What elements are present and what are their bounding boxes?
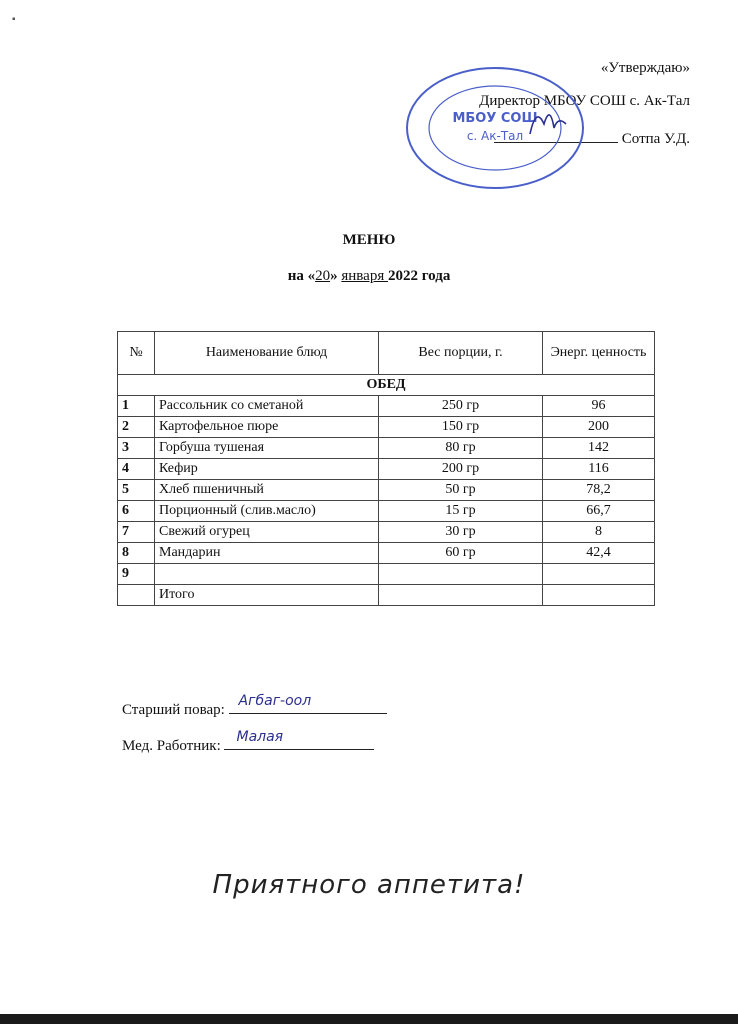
med-signature: Малая	[236, 729, 284, 745]
farewell-message: Приятного аппетита!	[212, 870, 526, 900]
row-name: Рассольник со сметаной	[155, 396, 379, 417]
total-weight	[379, 585, 543, 606]
stamp-line1: МБОУ СОШ	[452, 111, 538, 126]
approval-signer: Сотпа У.Д.	[621, 131, 690, 147]
header-weight: Вес порции, г.	[379, 332, 543, 375]
header-energy: Энерг. ценность	[543, 332, 655, 375]
row-num: 2	[118, 417, 155, 438]
approval-director: Директор МБОУ СОШ с. Ак-Тал	[479, 93, 690, 109]
row-weight: 250 гр	[379, 396, 543, 417]
table-row	[118, 417, 655, 438]
row-num: 5	[118, 480, 155, 501]
table-row	[118, 522, 655, 543]
date-month: января	[341, 268, 388, 284]
stamp-line2: с. Ак-Тал	[466, 129, 524, 143]
table-row	[118, 564, 655, 585]
row-num: 9	[118, 564, 155, 585]
date-prefix: на «	[287, 268, 316, 284]
table-row	[118, 459, 655, 480]
date-mid: »	[330, 268, 342, 284]
table-row	[118, 480, 655, 501]
header-num: №	[118, 332, 155, 375]
cook-label: Старший повар:	[122, 702, 225, 718]
date-day: 20	[315, 268, 331, 284]
section-title: ОБЕД	[118, 375, 655, 396]
row-name: Свежий огурец	[155, 522, 379, 543]
row-num: 7	[118, 522, 155, 543]
total-row	[118, 585, 655, 606]
row-weight: 80 гр	[379, 438, 543, 459]
table-header-row	[118, 332, 655, 375]
row-name: Порционный (слив.масло)	[155, 501, 379, 522]
row-weight: 60 гр	[379, 543, 543, 564]
row-name: Мандарин	[155, 543, 379, 564]
row-num: 1	[118, 396, 155, 417]
total-label: Итого	[155, 585, 379, 606]
approval-title: «Утверждаю»	[600, 60, 690, 76]
row-num: 6	[118, 501, 155, 522]
med-label: Мед. Работник:	[122, 738, 221, 754]
menu-date	[0, 268, 738, 285]
row-name	[155, 564, 379, 585]
row-energy	[543, 564, 655, 585]
table-row	[118, 438, 655, 459]
total-num	[118, 585, 155, 606]
row-num: 4	[118, 459, 155, 480]
row-name: Кефир	[155, 459, 379, 480]
row-energy: 142	[543, 438, 655, 459]
row-num: 8	[118, 543, 155, 564]
menu-table	[117, 331, 655, 606]
row-name: Картофельное пюре	[155, 417, 379, 438]
row-weight: 15 гр	[379, 501, 543, 522]
scan-edge-bar	[0, 1014, 738, 1024]
scan-speck: ▪	[12, 14, 16, 25]
cook-signature-line	[122, 693, 387, 719]
menu-title: МЕНЮ	[342, 232, 396, 248]
row-name: Хлеб пшеничный	[155, 480, 379, 501]
row-energy: 66,7	[543, 501, 655, 522]
date-year: 2022 года	[387, 268, 451, 284]
header-name: Наименование блюд	[155, 332, 379, 375]
med-signature-line	[122, 729, 374, 755]
row-energy: 8	[543, 522, 655, 543]
table-row	[118, 396, 655, 417]
table-row	[118, 501, 655, 522]
cook-signature: Агбаг-оол	[238, 693, 312, 709]
row-energy: 200	[543, 417, 655, 438]
row-num: 3	[118, 438, 155, 459]
table-row	[118, 543, 655, 564]
row-energy: 96	[543, 396, 655, 417]
row-energy: 116	[543, 459, 655, 480]
section-row	[118, 375, 655, 396]
row-energy: 42,4	[543, 543, 655, 564]
row-name: Горбуша тушеная	[155, 438, 379, 459]
med-signature-field	[224, 729, 374, 750]
row-weight: 30 гр	[379, 522, 543, 543]
row-energy: 78,2	[543, 480, 655, 501]
row-weight: 150 гр	[379, 417, 543, 438]
row-weight: 200 гр	[379, 459, 543, 480]
row-weight: 50 гр	[379, 480, 543, 501]
cook-signature-field	[229, 693, 387, 714]
row-weight	[379, 564, 543, 585]
school-stamp	[402, 64, 588, 192]
total-energy	[543, 585, 655, 606]
